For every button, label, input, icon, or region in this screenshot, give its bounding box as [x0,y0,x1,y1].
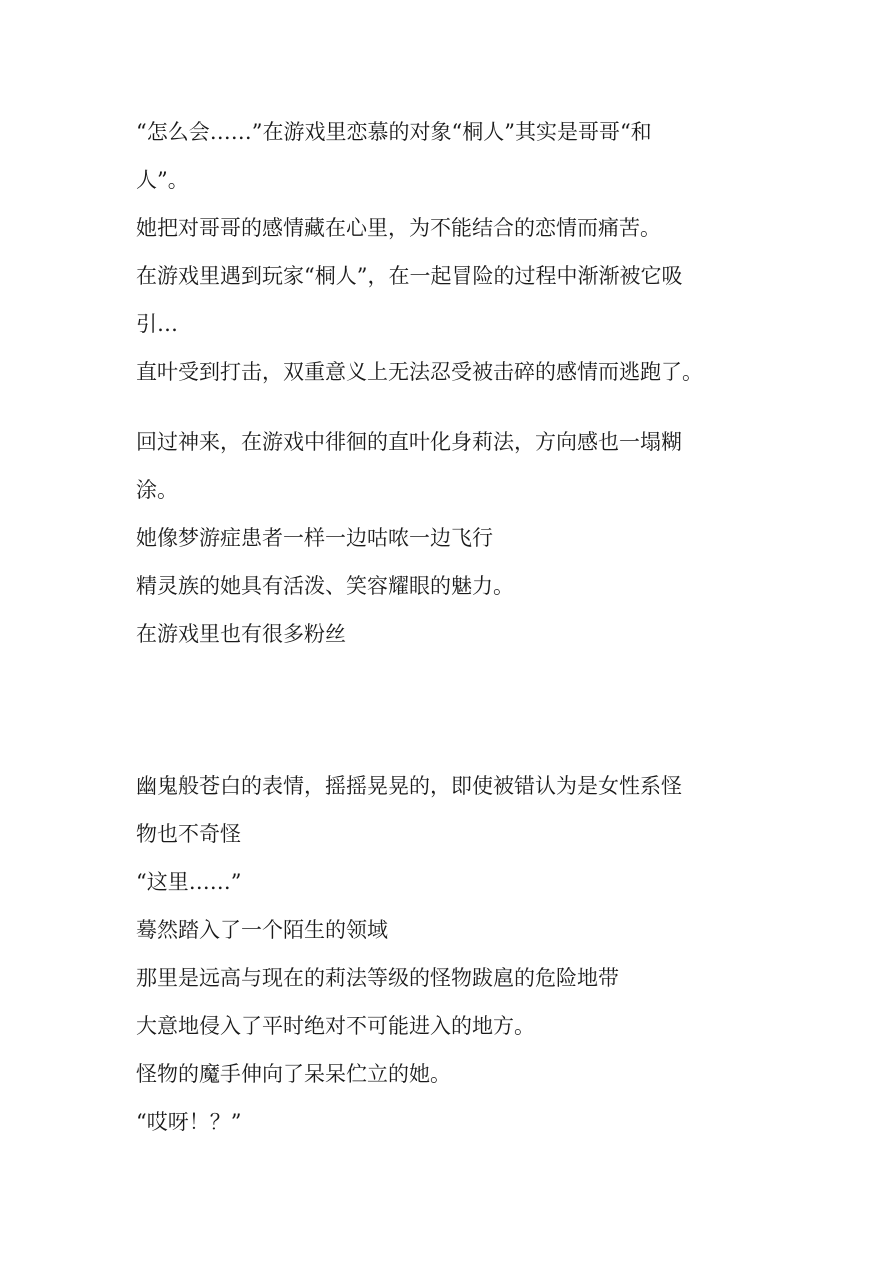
text-line: 大意地侵入了平时绝对不可能进入的地方。 [136,1014,535,1038]
text-line: 蓦然踏入了一个陌生的领域 [136,918,388,942]
text-line: 她把对哥哥的感情藏在心里，为不能结合的恋情而痛苦。 [136,216,661,240]
paragraph-section-3 [136,762,786,1146]
text-line: 涂。 [136,478,178,502]
text-line: 那里是远高与现在的莉法等级的怪物跋扈的危险地带 [136,966,619,990]
paragraph-section-2 [136,418,786,658]
text-line: 在游戏里遇到玩家“桐人”，在一起冒险的过程中渐渐被它吸 [136,264,683,288]
text-line: 直叶受到打击，双重意义上无法忍受被击碎的感情而逃跑了。 [136,360,703,384]
text-line: 她像梦游症患者一样一边咕哝一边飞行 [136,526,493,550]
text-line: 物也不奇怪 [136,822,241,846]
text-line: 在游戏里也有很多粉丝 [136,622,346,646]
text-line: “哎呀！？” [136,1110,242,1134]
paragraph-section-1 [136,108,786,396]
text-line: 幽鬼般苍白的表情，摇摇晃晃的，即使被错认为是女性系怪 [136,774,682,798]
text-line: “这里……” [136,870,242,894]
text-line: 精灵族的她具有活泼、笑容耀眼的魅力。 [136,574,514,598]
text-line: “怎么会……”在游戏里恋慕的对象“桐人”其实是哥哥“和 [136,120,652,144]
text-line: 人”。 [136,168,189,192]
text-line: 回过神来，在游戏中徘徊的直叶化身莉法，方向感也一塌糊 [136,430,682,454]
text-line: 怪物的魔手伸向了呆呆伫立的她。 [136,1062,451,1086]
text-line: 引… [136,312,178,336]
